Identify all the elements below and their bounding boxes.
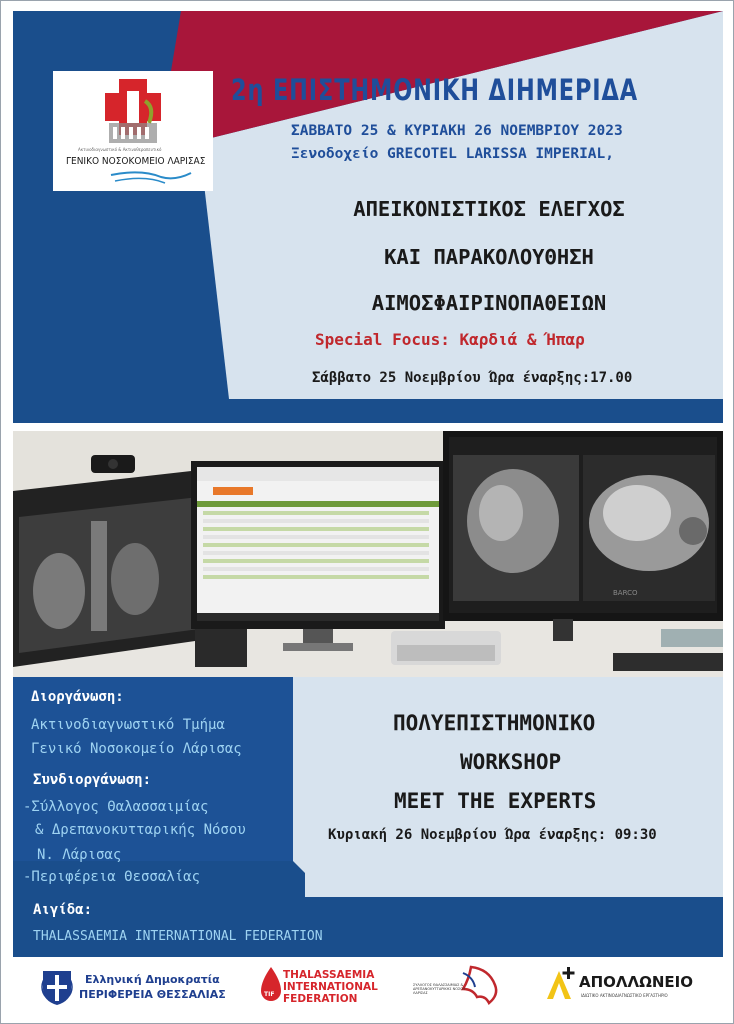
co-org-line-1: -Σύλλογος Θαλασσαιμίας <box>23 799 209 815</box>
logo-hospital-name: ΓΕΝΙΚΟ ΝΟΣΟΚΟΜΕΙΟ ΛΑΡΙΣΑΣ <box>66 156 206 167</box>
apollo-name: ΑΠΟΛΛΩΝΕΙΟ <box>579 973 694 991</box>
co-org-line-3: Ν. Λάρισας <box>37 847 122 863</box>
co-org-line-2: & Δρεπανοκυτταρικής Νόσου <box>35 822 246 838</box>
greece-line-1: Ελληνική Δημοκρατία <box>85 973 220 986</box>
apolloneio-logo <box>543 965 713 1009</box>
topic-line-3: ΑΙΜΟΣΦΑΙΡΙΝΟΠΑΘΕΙΩΝ <box>371 291 607 315</box>
logo-small-text: Ακτινοδιαγνωστικό & Ακτινοθεραπευτικό <box>78 147 162 152</box>
tif-line-2: INTERNATIONAL <box>283 981 378 993</box>
workshop-line-1: ΠΟΛΥΕΠΙΣΤΗΜΟΝΙΚΟ <box>393 711 596 735</box>
co-org-label: Συνδιοργάνωση: <box>33 772 152 788</box>
org-line-2: Γενικό Νοσοκομείο Λάρισας <box>31 741 242 757</box>
apollo-a-icon <box>543 965 577 1005</box>
hospital-logo <box>53 71 213 191</box>
workstation-photo <box>13 431 723 677</box>
bottom-light-panel <box>293 677 723 897</box>
event-venue: Ξενοδοχείο GRECOTEL LARISSA IMPERIAL, <box>291 146 615 162</box>
topic-line-1: ΑΠΕΙΚΟΝΙΣΤΙΚΟΣ ΕΛΕΓΧΟΣ <box>353 197 625 221</box>
greece-line-2: ΠΕΡΙΦΕΡΕΙΑ ΘΕΣΣΑΛΙΑΣ <box>79 988 226 1001</box>
greek-emblem-icon <box>39 967 75 1007</box>
aegis-value: THALASSAEMIA INTERNATIONAL FEDERATION <box>33 929 323 944</box>
event-title: 2η ΕΠΙΣΤΗΜΟΝΙΚΗ ΔΙΗΜΕΡΙΔΑ <box>231 73 638 107</box>
syllogos-text: ΣΥΛΛΟΓΟΣ ΘΑΛΑΣΣΑΙΜΙΑΣ & ΔΡΕΠΑΝΟΚΥΤΤΑΡΙΚΗΣ ΝΟΣΟΥ ΛΑΡΙΣΑΣ <box>413 983 466 995</box>
tif-badge-text: TIF <box>264 991 275 998</box>
aegis-label: Αιγίδα: <box>33 902 93 918</box>
workshop-line-2: WORKSHOP <box>460 750 562 774</box>
event-dates: ΣΑΒΒΑΤΟ 25 & ΚΥΡΙΑΚΗ 26 ΝΟΕΜΒΡΙΟΥ 2023 <box>291 123 623 139</box>
sunday-start: Κυριακή 26 Νοεμβρίου Ώρα έναρξης: 09:30 <box>328 827 657 843</box>
workshop-line-3: MEET THE EXPERTS <box>394 789 597 813</box>
monitor-brand-label: BARCO <box>613 589 638 597</box>
region-thessaly-logo <box>39 967 229 1007</box>
syllogos-logo <box>413 961 523 1011</box>
apollo-sub: ΙΔΙΩΤΙΚΟ ΑΚΤΙΝΟΔΙΑΓΝΩΣΤΙΚΟ ΕΡΓΑΣΤΗΡΙΟ <box>581 993 668 998</box>
tif-logo <box>259 963 378 1009</box>
blood-drop-icon <box>259 965 283 1005</box>
topic-line-2: ΚΑΙ ΠΑΡΑΚΟΛΟΥΘΗΣΗ <box>384 245 594 269</box>
tif-line-1: THALASSAEMIA <box>283 969 375 981</box>
org-label: Διοργάνωση: <box>31 689 124 705</box>
co-org-line-4: -Περιφέρεια Θεσσαλίας <box>23 869 201 885</box>
saturday-start: Σάββατο 25 Νοεμβρίου Ώρα έναρξης:17.00 <box>312 370 633 386</box>
tif-line-3: FEDERATION <box>283 993 358 1005</box>
special-focus: Special Focus: Καρδιά & Ήπαρ <box>315 330 585 349</box>
org-line-1: Ακτινοδιαγνωστικό Τμήμα <box>31 717 225 733</box>
